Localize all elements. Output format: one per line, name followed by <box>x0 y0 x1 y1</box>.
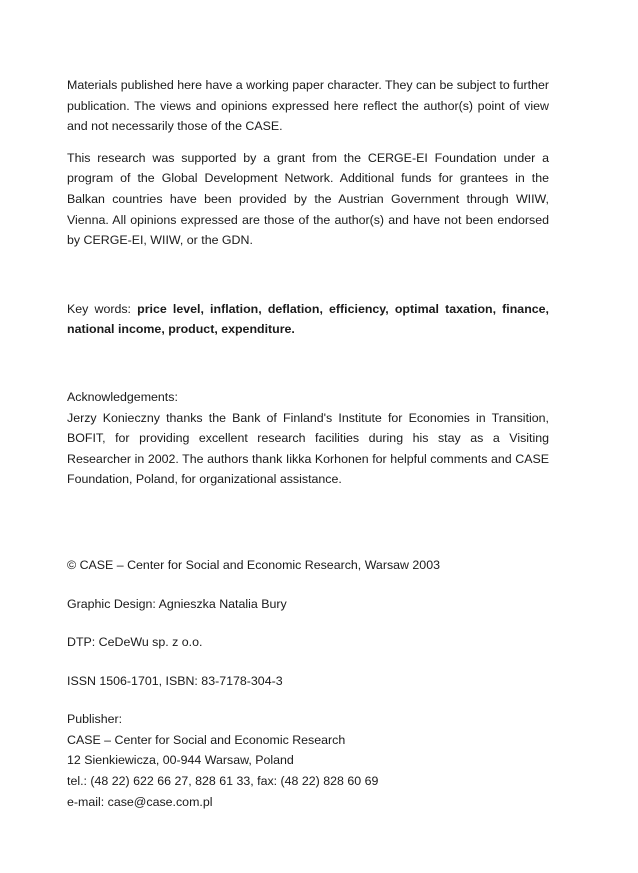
working-paper-notice: Materials published here have a working paper character. They can be subject to further publication. The views and opinions expressed here reflect the author(s) point of view and not necessarily those of the CASE. <box>67 78 549 134</box>
graphic-design-credit: Graphic Design: Agnieszka Natalia Bury <box>67 596 287 611</box>
acknowledgements-text: Jerzy Konieczny thanks the Bank of Finland's Institute for Economies in Transition, BOFIT, for providing excellent research facilities during his stay as a Visiting Researcher in 2002. The authors thank Iikka Korhonen for helpful comments and CASE Foundation, Poland, for organizational assistance. <box>67 410 549 487</box>
isbn-line: ISSN 1506-1701, ISBN: 83-7178-304-3 <box>67 673 283 688</box>
keywords <box>67 299 549 340</box>
publisher-phone-fax: tel.: (48 22) 622 66 27, 828 61 33, fax: (48 22) 828 60 69 <box>67 774 379 789</box>
copyright-line: © CASE – Center for Social and Economic Research, Warsaw 2003 <box>67 557 440 572</box>
publisher-block <box>67 709 549 812</box>
imprint-section <box>67 555 549 812</box>
publisher-name: CASE – Center for Social and Economic Research <box>67 732 346 747</box>
acknowledgements-heading: Acknowledgements: <box>67 389 178 404</box>
keywords-terms: price level, inflation, deflation, efficiency, optimal taxation, finance, national income, product, expenditure. <box>67 301 549 337</box>
document-page <box>67 75 549 812</box>
dtp-credit: DTP: CeDeWu sp. z o.o. <box>67 635 203 650</box>
publisher-email: e-mail: case@case.com.pl <box>67 794 213 809</box>
acknowledgements-section <box>67 387 549 490</box>
funding-statement: This research was supported by a grant from the CERGE-EI Foundation under a program of the Global Development Network. Additional funds for grantees in the Balkan countries have been provided by the Austrian Government through WIIW, Vienna. All opinions expressed are those of the author(s) and have not been endorsed by CERGE-EI, WIIW, or the GDN. <box>67 150 549 248</box>
publisher-address: 12 Sienkiewicza, 00-944 Warsaw, Poland <box>67 753 294 768</box>
keywords-label: Key words: <box>67 301 138 316</box>
publisher-label: Publisher: <box>67 712 123 727</box>
